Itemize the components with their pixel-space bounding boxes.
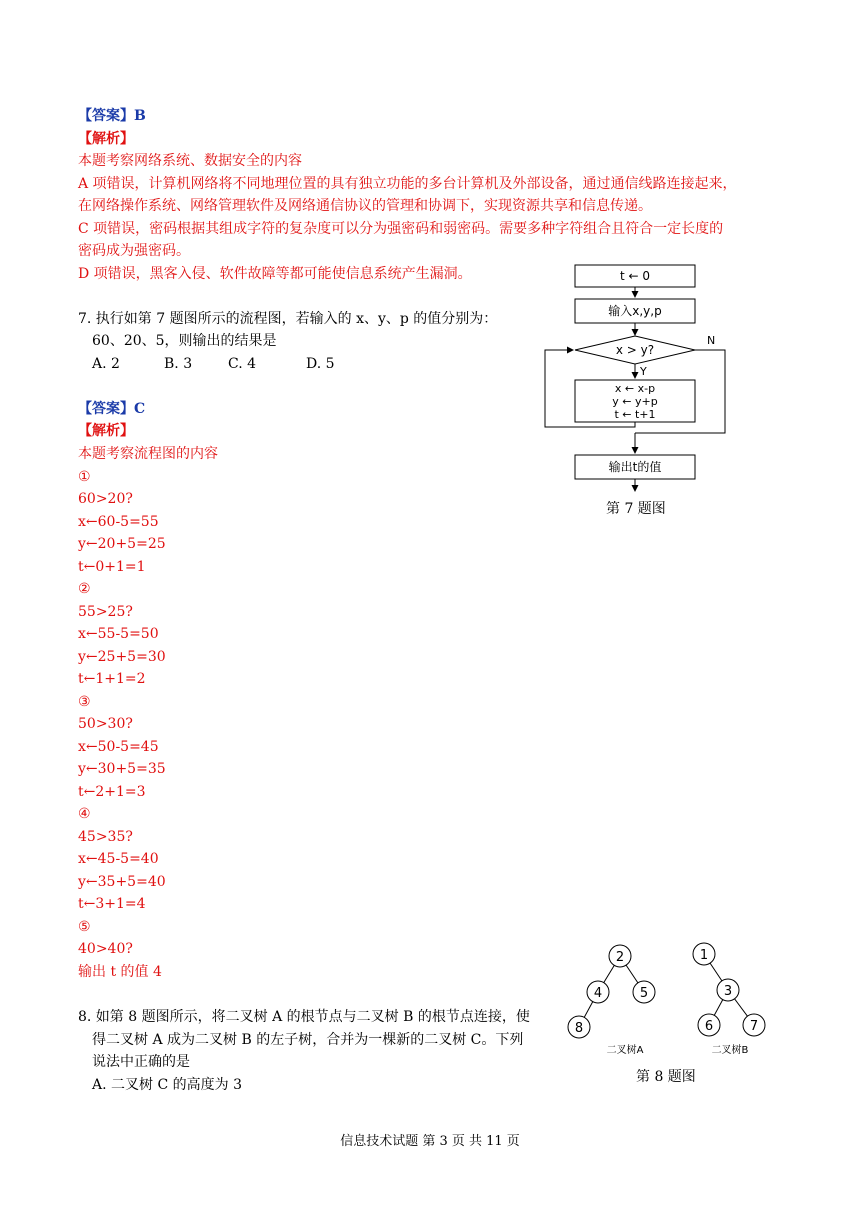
tree-a-node-label: 8	[574, 1021, 584, 1036]
q7-analysis-line: ①	[78, 468, 91, 485]
q7-option-c: C. 4	[228, 356, 257, 372]
q7-analysis-line: y←20+5=25	[78, 536, 166, 552]
figure8-caption: 第 8 题图	[636, 1069, 696, 1085]
q7-analysis-line: ④	[78, 806, 91, 822]
q7-analysis-line: ⑤	[78, 918, 91, 935]
q6-analysis-line: D 项错误，黑客入侵、软件故障等都可能使信息系统产生漏洞。	[78, 266, 472, 282]
binary-trees-figure	[560, 938, 780, 1058]
answer-line-q7	[78, 400, 145, 418]
q8-stem-line3: 说法中正确的是	[92, 1054, 190, 1070]
flow-body-line3: t ← t+1	[614, 408, 656, 421]
q7-analysis-line: t←1+1=2	[78, 671, 146, 687]
q7-analysis-line: x←50-5=45	[78, 738, 159, 755]
answer-label: 【答案】	[78, 108, 134, 124]
q7-analysis-line: ③	[78, 693, 91, 710]
q7-analysis-line: t←0+1=1	[78, 558, 146, 575]
q6-analysis-line: C 项错误，密码根据其组成字符的复杂度可以分为强密码和弱密码。需要多种字符组合且符合一定长度的	[78, 221, 724, 237]
q7-analysis-line: y←35+5=40	[78, 873, 166, 890]
q7-analysis-line: y←25+5=30	[78, 648, 166, 665]
tree-b-node-label: 7	[749, 1019, 759, 1034]
q6-analysis-line: 本题考察网络系统、数据安全的内容	[78, 153, 302, 169]
q7-option-b: B. 3	[164, 356, 193, 372]
flowchart-figure	[535, 255, 745, 500]
analysis-label: 【解析】	[78, 131, 134, 147]
figure7-caption: 第 7 题图	[606, 501, 666, 517]
flow-body-line1: x ← x-p	[614, 382, 656, 395]
q7-options	[92, 355, 335, 373]
q7-analysis-line: y←30+5=35	[78, 761, 166, 777]
q8-option-a: A. 二叉树 C 的高度为 3	[92, 1077, 242, 1093]
flow-init-text: t ← 0	[619, 269, 651, 283]
q7-analysis-line: 55>25?	[78, 603, 133, 620]
q7-stem-line2: 60、20、5，则输出的结果是	[92, 333, 277, 349]
tree-a-node-label: 4	[593, 986, 603, 1001]
q7-analysis-line: 输出 t 的值 4	[78, 963, 162, 980]
tree-b-node-label: 6	[704, 1019, 714, 1034]
q6-analysis-line: 密码成为强密码。	[78, 243, 190, 259]
q7-analysis-line: 40>40?	[78, 941, 133, 957]
page-footer: 信息技术试题 第 3 页 共 11 页	[340, 1134, 520, 1149]
analysis-label: 【解析】	[78, 423, 134, 439]
flow-yes-label: Y	[640, 365, 647, 378]
q7-analysis-line: 50>30?	[78, 716, 133, 732]
q6-analysis-line: A 项错误，计算机网络将不同地理位置的具有独立功能的多台计算机及外部设备，通过通信线路连接起来，	[78, 176, 737, 192]
q7-analysis-line: 本题考察流程图的内容	[78, 446, 218, 462]
tree-a-node-label: 2	[615, 950, 625, 965]
q7-stem-line1: 7. 执行如第 7 题图所示的流程图，若输入的 x、y、p 的值分别为：	[78, 311, 498, 327]
answer-label: 【答案】	[78, 401, 134, 417]
q7-analysis-line: t←3+1=4	[78, 896, 146, 912]
answer-value: C	[134, 401, 146, 417]
tree-b-label: 二叉树B	[711, 1045, 749, 1056]
q6-analysis-line: 在网络操作系统、网络管理软件及网络通信协议的管理和协调下，实现资源共享和信息传递。	[78, 198, 652, 214]
flow-input-text: 输入x,y,p	[608, 304, 662, 318]
tree-a-label: 二叉树A	[606, 1045, 644, 1056]
q7-analysis-line: 45>35?	[78, 828, 133, 845]
tree-a-node-label: 5	[639, 986, 649, 1001]
flow-decision-text: x > y?	[615, 343, 655, 357]
q7-analysis-line: x←55-5=50	[78, 626, 159, 642]
q7-analysis-line: x←45-5=40	[78, 851, 159, 867]
q8-stem-line1: 8. 如第 8 题图所示，将二叉树 A 的根节点与二叉树 B 的根节点连接，使	[78, 1009, 530, 1025]
flow-output-text: 输出t的值	[608, 460, 662, 474]
q7-analysis-line: ②	[78, 581, 91, 597]
q7-option-d: D. 5	[306, 356, 335, 372]
q7-analysis-line: x←60-5=55	[78, 513, 159, 530]
answer-line-q6	[78, 107, 146, 125]
flow-no-label: N	[707, 334, 716, 347]
flow-body-line2: y ← y+p	[612, 395, 658, 408]
tree-b-node-label: 1	[699, 948, 709, 963]
q7-option-a: A. 2	[92, 356, 120, 372]
answer-value: B	[134, 108, 146, 124]
tree-b-node-label: 3	[723, 984, 733, 999]
q8-stem-line2: 得二叉树 A 成为二叉树 B 的左子树，合并为一棵新的二叉树 C。下列	[92, 1032, 524, 1048]
q7-analysis-line: 60>20?	[78, 491, 133, 507]
q7-analysis-line: t←2+1=3	[78, 783, 146, 800]
